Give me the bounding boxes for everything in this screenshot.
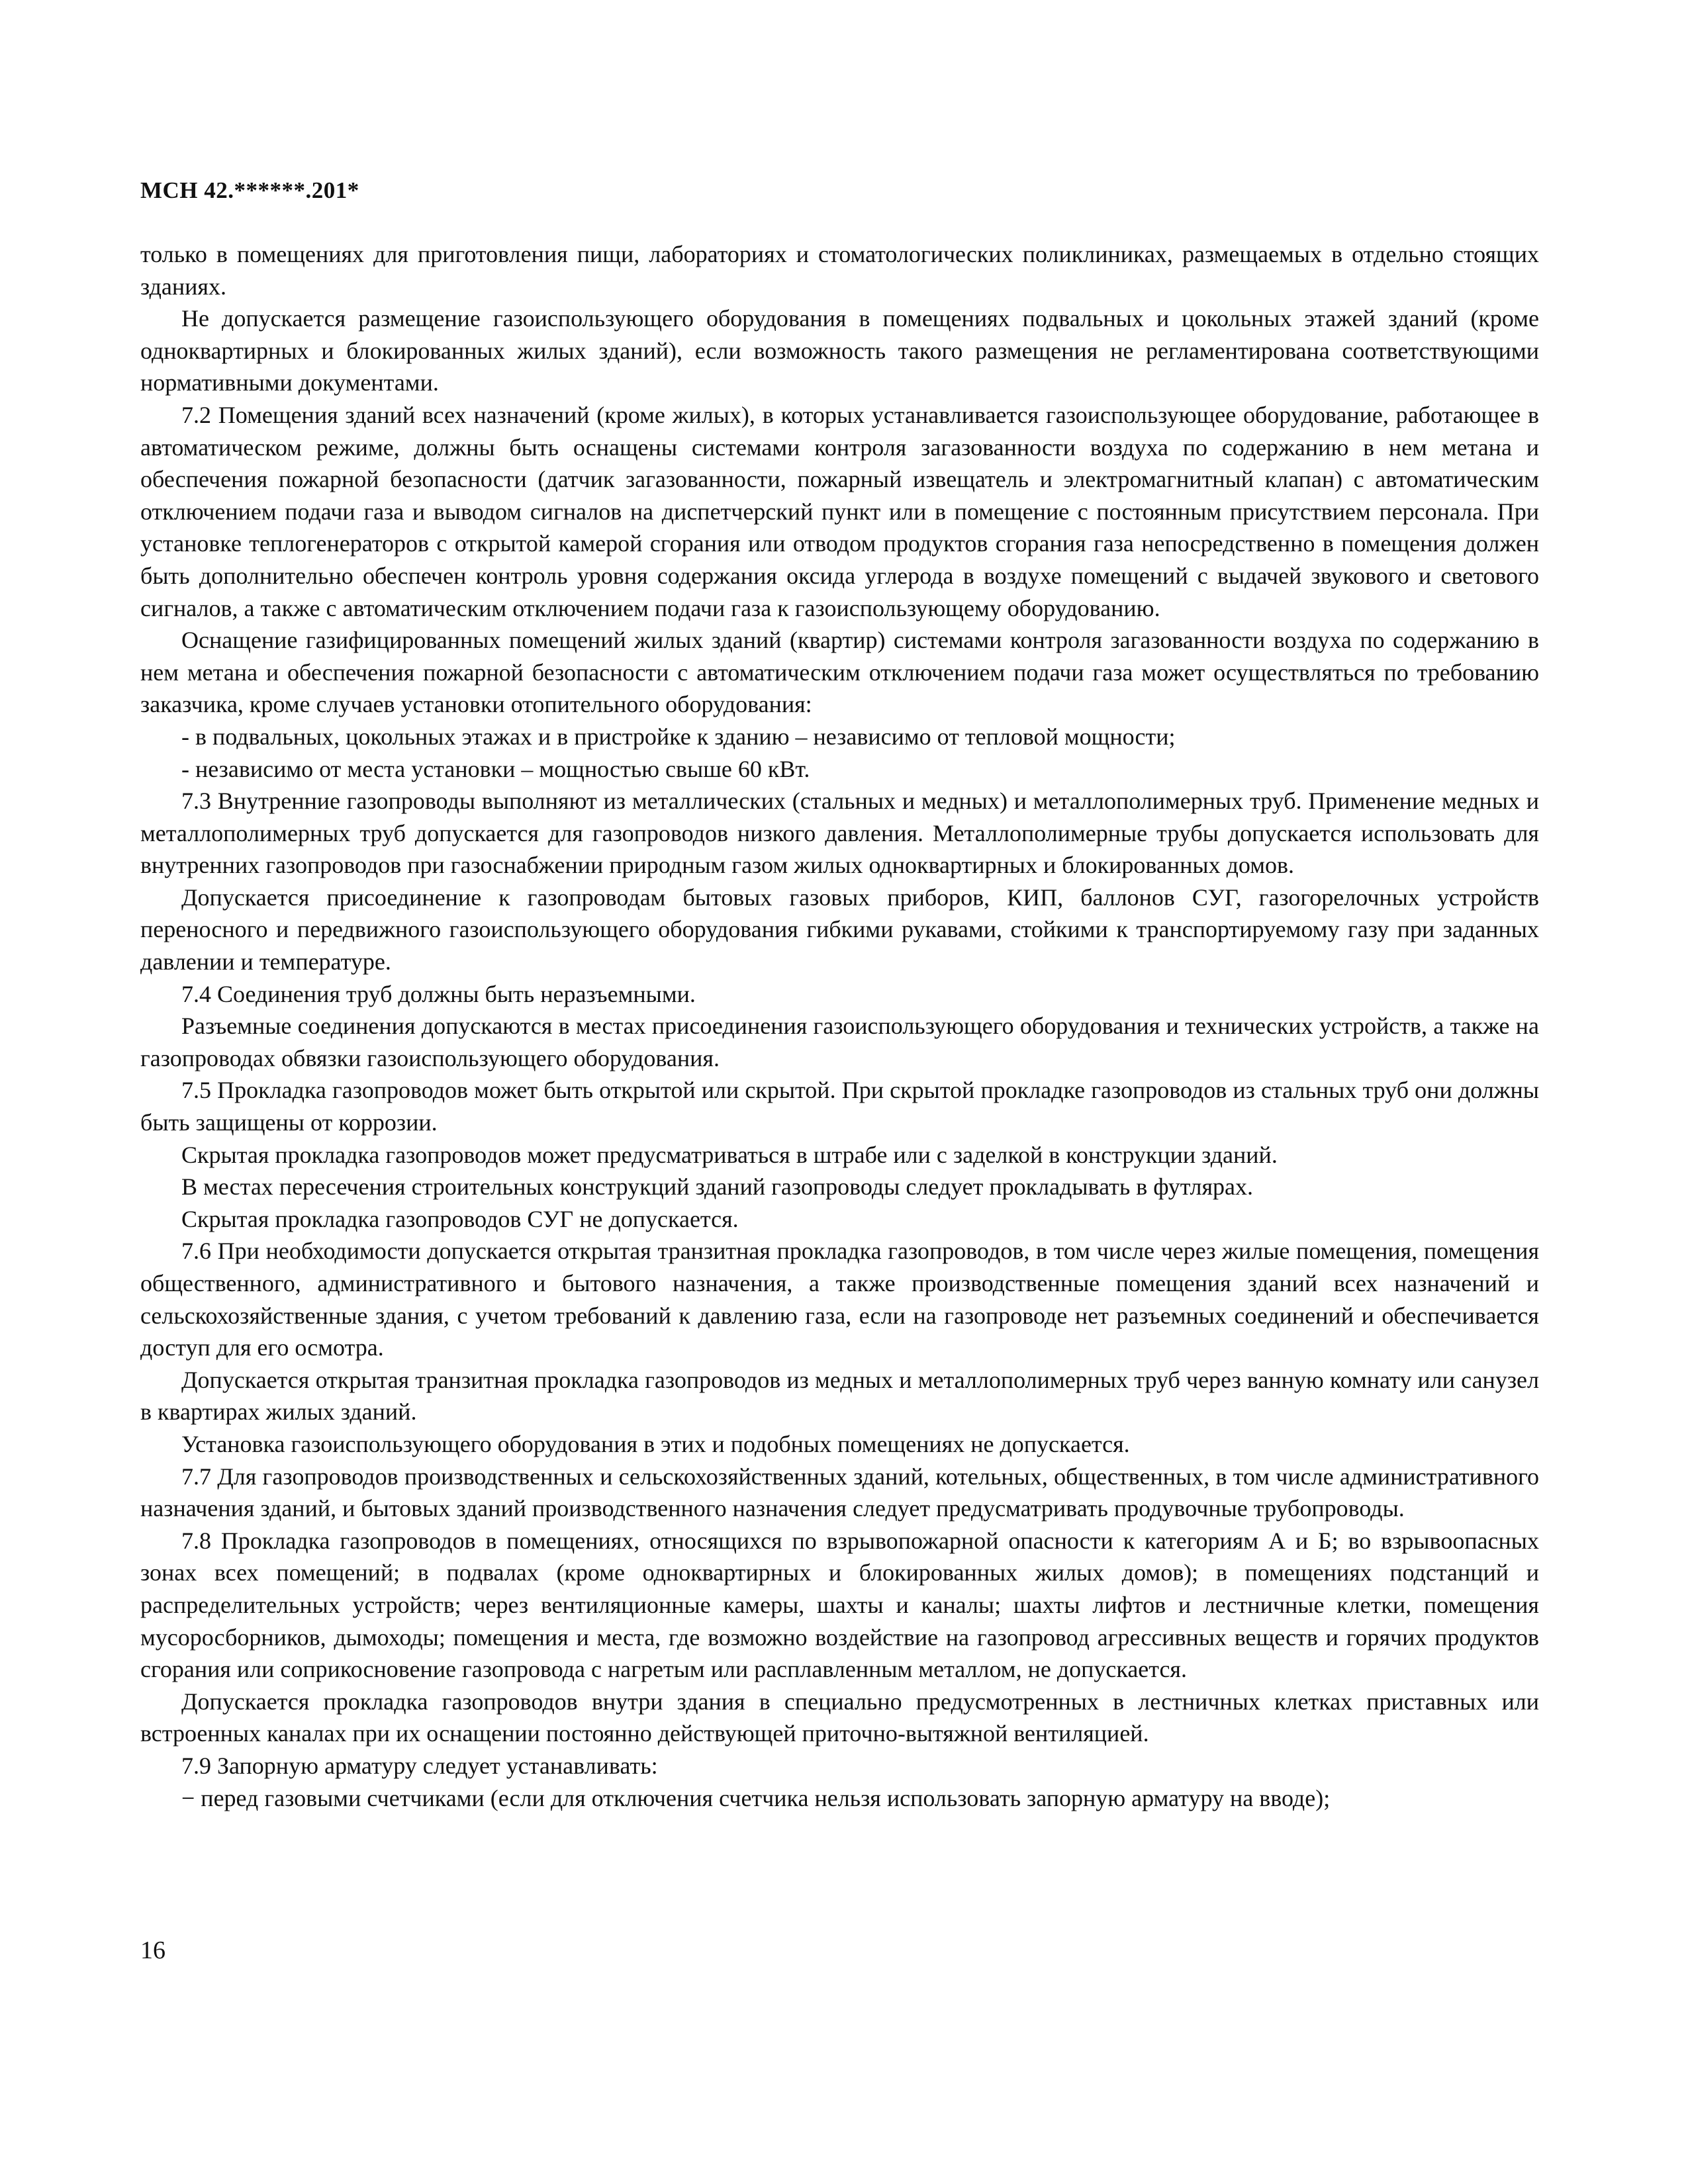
paragraph: Скрытая прокладка газопроводов СУГ не допускается. xyxy=(181,1205,739,1232)
paragraph: 7.7 Для газопроводов производственных и сельскохозяйственных зданий, котельных, общественных, в том числе административного назначения зданий, и бытовых зданий производственного назначения следует предусматривать продувочные трубопроводы. xyxy=(140,1463,1539,1522)
paragraph: только в помещениях для приготовления пищи, лабораториях и стоматологических поликлиниках, размещаемых в отдельно стоящих зданиях. xyxy=(140,241,1539,300)
paragraph: 7.9 Запорную арматуру следует устанавливать: xyxy=(181,1752,658,1779)
paragraph: 7.2 Помещения зданий всех назначений (кроме жилых), в которых устанавливается газоиспользующее оборудование, работающее в автоматическом режиме, должны быть оснащены системами контроля загазованности воздуха по содержанию в нем метана и обеспечения пожарной безопасности (датчик загазованности, пожарный извещатель и электромагнитный клапан) с автоматическим отключением подачи газа и выводом сигналов на диспетчерский пункт или в помещение с постоянным присутствием персонала. При установке теплогенераторов с открытой камерой сгорания или отводом продуктов сгорания газа непосредственно в помещения должен быть дополнительно обеспечен контроль уровня содержания оксида углерода в воздухе помещений с выдачей звукового и светового сигналов, а также с автоматическим отключением подачи газа к газоиспользующему оборудованию. xyxy=(140,401,1539,621)
document-body xyxy=(140,238,1539,1814)
paragraph: 7.4 Соединения труб должны быть неразъемными. xyxy=(181,980,696,1007)
paragraph: Допускается открытая транзитная прокладка газопроводов из медных и металлополимерных труб через ванную комнату или санузел в квартирах жилых зданий. xyxy=(140,1366,1539,1426)
paragraph: 7.8 Прокладка газопроводов в помещениях, относящихся по взрывопожарной опасности к категориям А и Б; во взрывоопасных зонах всех помещений; в подвалах (кроме одноквартирных и блокированных жилых домов); в помещениях подстанций и распределительных устройств; через вентиляционные камеры, шахты и каналы; шахты лифтов и лестничные клетки, помещения мусоросборников, дымоходы; помещения и места, где возможно воздействие на газопровод агрессивных веществ и горячих продуктов сгорания или соприкосновение газопровода с нагретым или расплавленным металлом, не допускается. xyxy=(140,1527,1539,1683)
paragraph: 7.5 Прокладка газопроводов может быть открытой или скрытой. При скрытой прокладке газопроводов из стальных труб они должны быть защищены от коррозии. xyxy=(140,1077,1539,1136)
list-item: - в подвальных, цокольных этажах и в пристройке к зданию – независимо от тепловой мощности; xyxy=(181,723,1176,750)
page-number: 16 xyxy=(140,1936,165,1964)
paragraph: 7.3 Внутренние газопроводы выполняют из металлических (стальных и медных) и металлополимерных труб. Применение медных и металлополимерных труб допускается для газопроводов низкого давления. Металлополимерные трубы допускается использовать для внутренних газопроводов при газоснабжении природным газом жилых одноквартирных и блокированных домов. xyxy=(140,788,1539,879)
paragraph: Допускается присоединение к газопроводам бытовых газовых приборов, КИП, баллонов СУГ, газогорелочных устройств переносного и передвижного газоиспользующего оборудования гибкими рукавами, стойкими к транспортируемому газу при заданных давлении и температуре. xyxy=(140,884,1539,976)
paragraph: Допускается прокладка газопроводов внутри здания в специально предусмотренных в лестничных клетках приставных или встроенных каналах при их оснащении постоянно действующей приточно-вытяжной вентиляцией. xyxy=(140,1688,1539,1747)
paragraph: Оснащение газифицированных помещений жилых зданий (квартир) системами контроля загазованности воздуха по содержанию в нем метана и обеспечения пожарной безопасности с автоматическим отключением подачи газа может осуществляться по требованию заказчика, кроме случаев установки отопительного оборудования: xyxy=(140,627,1539,718)
paragraph: Разъемные соединения допускаются в местах присоединения газоиспользующего оборудования и технических устройств, а также на газопроводах обвязки газоиспользующего оборудования. xyxy=(140,1013,1539,1071)
paragraph: Установка газоиспользующего оборудования в этих и подобных помещениях не допускается. xyxy=(181,1430,1130,1457)
document-header: МСН 42.******.201* xyxy=(140,177,359,203)
paragraph: Скрытая прокладка газопроводов может предусматриваться в штрабе или с заделкой в конструкции зданий. xyxy=(181,1141,1278,1168)
paragraph: 7.6 При необходимости допускается открытая транзитная прокладка газопроводов, в том числе через жилые помещения, помещения общественного, административного и бытового назначения, а также производственные помещения зданий всех назначений и сельскохозяйственные здания, с учетом требований к давлению газа, если на газопроводе нет разъемных соединений и обеспечивается доступ для его осмотра. xyxy=(140,1238,1539,1361)
list-item: − перед газовыми счетчиками (если для отключения счетчика нельзя использовать запорную арматуру на вводе); xyxy=(181,1784,1331,1811)
paragraph: Не допускается размещение газоиспользующего оборудования в помещениях подвальных и цокольных этажей зданий (кроме одноквартирных и блокированных жилых зданий), если возможность такого размещения не регламентирована соответствующими нормативными документами. xyxy=(140,305,1539,396)
paragraph: В местах пересечения строительных конструкций зданий газопроводы следует прокладывать в футлярах. xyxy=(181,1173,1254,1201)
list-item: - независимо от места установки – мощностью свыше 60 кВт. xyxy=(181,755,810,782)
